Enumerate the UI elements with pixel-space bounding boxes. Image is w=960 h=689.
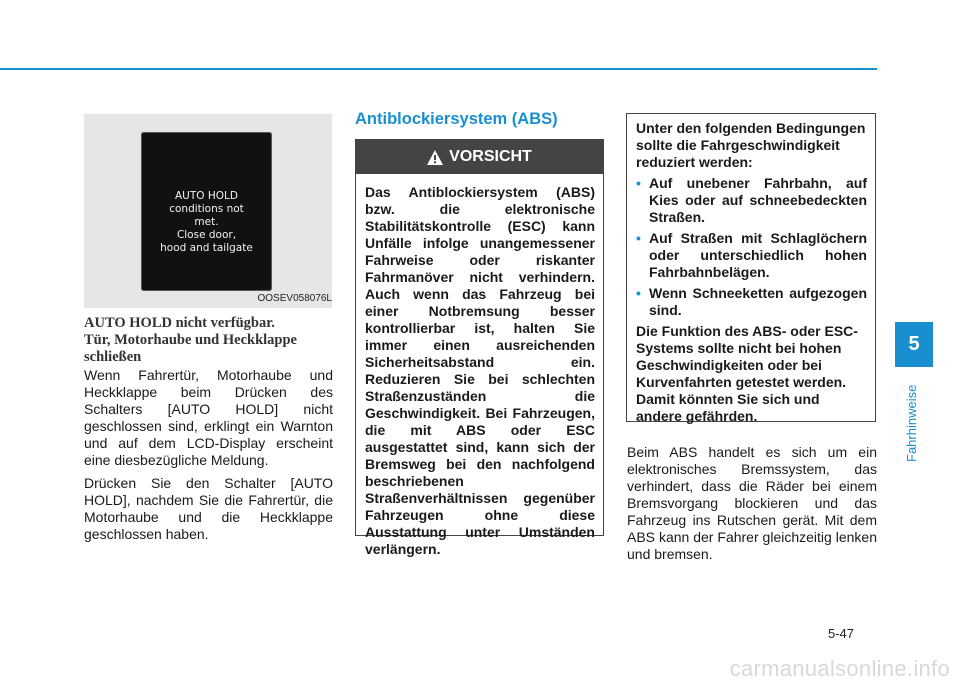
list-item	[636, 230, 867, 281]
subsection-heading	[84, 315, 334, 366]
right-body-text: Beim ABS handelt es sich um ein elektronisches Bremssystem, das verhindert, dass die Räder bei einem Bremsvorgang blockieren und das Fahrzeug ins Rutschen gerät. Mit dem ABS kann der Fahrer gleichzeitig lenken und bremsen.	[627, 444, 877, 562]
bullet-icon: •	[636, 175, 641, 191]
lcd-message	[141, 190, 272, 255]
paragraph: Drücken Sie den Schalter [AUTO HOLD], nachdem Sie die Fahrertür, die Motorhaube und die Heckklappe geschlossen haben.	[84, 475, 333, 542]
conditions-outro: Die Funktion des ABS- oder ESC-Systems sollte nicht bei hohen Geschwindigkeiten oder bei Kurvenfahrten getestet werden. Damit könnten Sie sich und andere gefährden.	[636, 323, 858, 424]
caution-header	[356, 140, 603, 174]
chapter-tab: 5	[895, 322, 933, 367]
section-title: Antiblockiersystem (ABS)	[355, 110, 558, 128]
heading-line: AUTO HOLD nicht verfügbar.	[84, 315, 275, 331]
conditions-intro: Unter den folgenden Bedingungen sollte die Fahrgeschwindigkeit reduziert werden:	[636, 120, 866, 170]
lcd-display	[141, 132, 272, 291]
list-item-text: Wenn Schneeketten aufgezogen sind.	[649, 285, 867, 318]
figure-id: OOSEV058076L	[257, 293, 332, 304]
lcd-line: conditions not	[169, 203, 244, 215]
conditions-box	[626, 113, 876, 422]
list-item	[636, 285, 867, 319]
list-item	[636, 175, 867, 226]
heading-line: schließen	[84, 349, 142, 365]
caution-box	[355, 139, 604, 557]
paragraph: Wenn Fahrertür, Motorhaube und Heckklappe beim Drücken des Schalters [AUTO HOLD] nicht geschlossen sind, erklingt ein Warnton und auf dem LCD-Display erscheint eine diesbezügliche Meldung.	[84, 367, 333, 468]
list-item-text: Auf Straßen mit Schlaglöchern oder unterschiedlich hohen Fahrbahnbelägen.	[649, 230, 867, 280]
bullet-icon: •	[636, 230, 641, 246]
caution-label: VORSICHT	[449, 148, 532, 165]
left-body-text	[84, 367, 333, 549]
chapter-label: Fahrhinweise	[904, 384, 919, 462]
page-number: 5-47	[828, 626, 855, 641]
lcd-line: hood and tailgate	[160, 242, 253, 254]
lcd-line: Close door,	[176, 229, 237, 241]
list-item-text: Auf unebener Fahrbahn, auf Kies oder auf schneebedeckten Straßen.	[649, 175, 867, 225]
caution-text: Das Antiblockiersystem (ABS) bzw. die elektronische Stabilitätskontrolle (ESC) kann Unfälle infolge unangemessener Fahrweise oder riskanter Fahrmanöver nicht verhindern. Auch wenn das Fahrzeug bei einer Notbremsung besser kontrollierbar ist, halten Sie immer einen ausreichenden Sicherheitsabstand ein. Reduzieren Sie bei schlechten Straßenzuständen die Geschwindigkeit. Bei Fahrzeugen, die mit ABS oder ESC ausgestattet sind, kann sich der Bremsweg bei den nachfolgend beschriebenen Straßenverhältnissen gegenüber Fahrzeugen ohne diese Ausstattung unter Umständen verlängern.	[365, 184, 595, 557]
lcd-line: AUTO HOLD	[175, 190, 238, 202]
lcd-illustration	[84, 114, 332, 308]
conditions-list	[636, 175, 867, 319]
watermark: carmanualsonline.info	[729, 656, 950, 681]
heading-line: Tür, Motorhaube und Heckklappe	[84, 332, 297, 348]
top-rule	[0, 68, 877, 70]
bullet-icon: •	[636, 285, 641, 301]
lcd-line: met.	[194, 216, 219, 228]
warning-triangle-icon	[427, 150, 443, 165]
